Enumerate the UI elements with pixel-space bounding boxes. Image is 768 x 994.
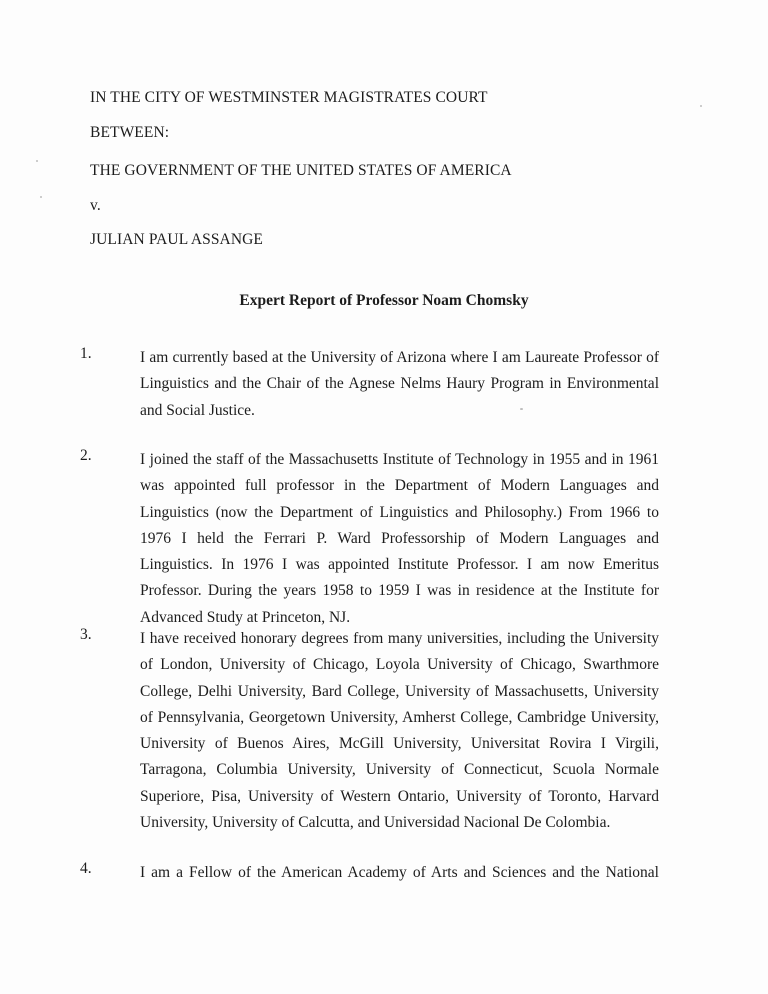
paragraph-number: 4.	[80, 860, 92, 877]
paragraph-text: I am currently based at the University of Arizona where I am Laureate Professor of Linguistics and the Chair of the Agnese Nelms Haury Program in Environmental and Social Justice.	[140, 349, 659, 419]
report-title: Expert Report of Professor Noam Chomsky	[239, 292, 529, 309]
paragraph-text: I have received honorary degrees from many universities, including the University of London, University of Chicago, Loyola University of Chicago, Swarthmore College, Delhi University, Bard College, University of Massachusetts, University of Pennsylvania, Georgetown University, Amherst College, Cambridge University, University of Buenos Aires, McGill University, Universitat Rovira I Virgili, Tarragona, Columbia University, University of Connecticut, Scuola Normale Superiore, Pisa, University of Western Ontario, University of Toronto, Harvard University, University of Calcutta, and Universidad Nacional De Colombia.	[140, 630, 659, 832]
paragraph-number: 3.	[80, 626, 92, 643]
scan-speck	[36, 160, 38, 162]
plaintiff-name: THE GOVERNMENT OF THE UNITED STATES OF AMERICA	[90, 162, 512, 179]
paragraph-number: 2.	[80, 447, 92, 464]
paragraph-number: 1.	[80, 345, 92, 362]
scan-speck	[40, 196, 42, 198]
paragraph-text: I am a Fellow of the American Academy of Arts and Sciences and the National	[140, 864, 659, 881]
between-label: BETWEEN:	[90, 124, 170, 141]
versus-label: v.	[90, 197, 101, 214]
scan-speck	[700, 105, 702, 107]
court-heading: IN THE CITY OF WESTMINSTER MAGISTRATES COURT	[90, 89, 488, 106]
scan-speck	[520, 408, 523, 410]
defendant-name: JULIAN PAUL ASSANGE	[90, 231, 263, 248]
paragraph-text: I joined the staff of the Massachusetts Institute of Technology in 1955 and in 1961 was appointed full professor in the Department of Modern Languages and Linguistics (now the Department of Linguistics and Philosophy.) From 1966 to 1976 I held the Ferrari P. Ward Professorship of Modern Languages and Linguistics. In 1976 I was appointed Institute Professor. I am now Emeritus Professor. During the years 1958 to 1959 I was in residence at the Institute for Advanced Study at Princeton, NJ.	[140, 451, 659, 626]
